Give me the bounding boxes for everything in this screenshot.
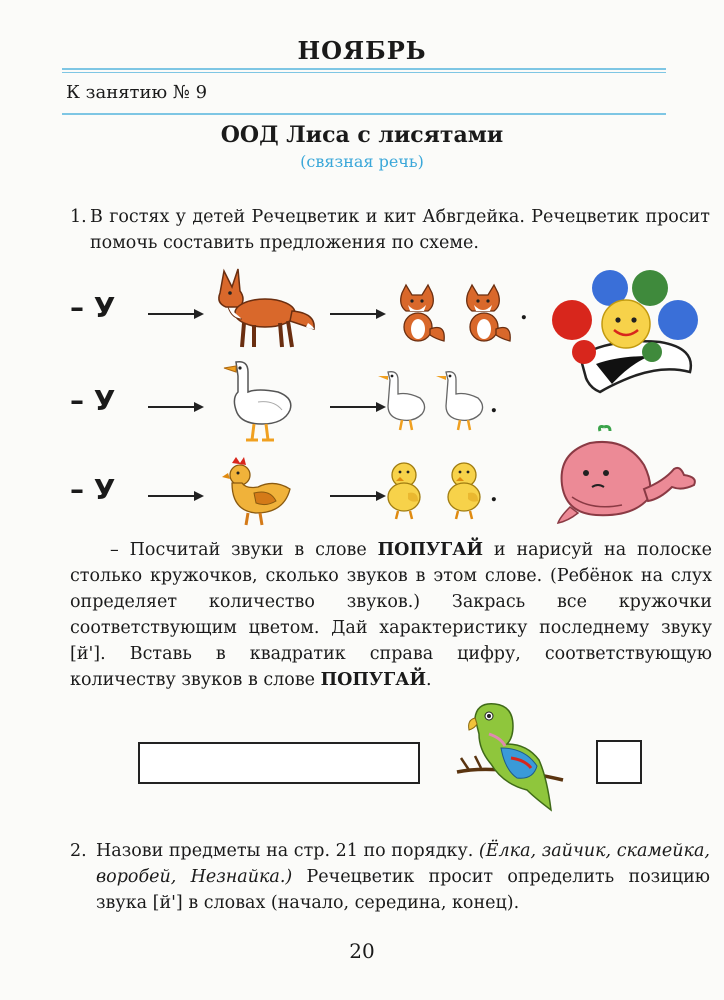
scheme-row-fox — [70, 275, 570, 355]
fox-cub-icon — [454, 283, 516, 345]
arrow-icon — [148, 489, 204, 503]
whale-abvgdeika-icon — [552, 425, 702, 525]
task-1-number: 1. — [70, 207, 87, 227]
scheme-prefix: – У — [70, 291, 116, 324]
sentence-end: . — [490, 481, 498, 507]
lesson-rule — [62, 113, 666, 115]
task-1-text: В гостях у детей Речецветик и кит Абвгдейка. Речецветик просит помочь составить предложения по схеме. — [90, 207, 710, 253]
task-2 — [70, 838, 710, 916]
scheme-prefix: – У — [70, 473, 116, 506]
fox-icon — [210, 263, 320, 351]
chick-icon — [438, 459, 492, 521]
sound-circles-strip[interactable] — [138, 742, 420, 784]
arrow-icon — [148, 400, 204, 414]
page-number: 20 — [349, 939, 375, 963]
scheme-row-hen — [70, 467, 570, 547]
hen-icon — [218, 455, 296, 529]
goose-icon — [218, 358, 298, 446]
sound-count-text-2: и нарисуй на полоске столько кружочков, сколько звуков в этом слове. (Ребёнок на слух определяет количество звуков.) Закрась все кружочки соответствующим цветом. Дай характеристику последнему звуку [й']. Вставь в квадратик справа цифру, соответствующую количеству звуков в слове — [70, 540, 712, 690]
task-2-items: (Ёлка, зайчик, скамейка, воробей, Незнайка.) — [96, 841, 710, 887]
rechetsvetik-flower-icon — [550, 268, 700, 398]
task-2-number: 2. — [70, 841, 87, 861]
sentence-end: . — [490, 392, 498, 418]
gosling-icon — [376, 368, 430, 432]
scheme-prefix: – У — [70, 384, 116, 417]
task-1-sound-count — [70, 537, 712, 693]
header-rule — [62, 68, 666, 70]
arrow-icon — [330, 307, 386, 321]
lesson-label: К занятию № 9 — [66, 82, 208, 103]
activity-title: ООД Лиса с лисятами — [220, 122, 504, 148]
header-rule-thin — [62, 72, 666, 73]
month-heading: НОЯБРЬ — [297, 36, 427, 65]
sound-count-text-1: – Посчитай звуки в слове — [110, 540, 378, 560]
sound-count-text-3: . — [425, 670, 432, 690]
activity-subtitle: (связная речь) — [300, 152, 424, 171]
fox-cub-icon — [388, 283, 450, 345]
arrow-icon — [148, 307, 204, 321]
task-2-text — [96, 838, 710, 916]
word-popugay-2: ПОПУГАЙ — [320, 670, 426, 690]
scheme-row-goose — [70, 372, 570, 452]
task-2-text-1: Назови предметы на стр. 21 по порядку. — [96, 841, 479, 861]
word-popugay: ПОПУГАЙ — [377, 540, 483, 560]
parrot-icon — [455, 698, 567, 818]
chick-icon — [378, 459, 432, 521]
task-1 — [70, 204, 710, 256]
answer-number-box[interactable] — [596, 740, 642, 784]
sentence-end: . — [520, 299, 528, 325]
task-2-text-2: Речецветик просит определить позицию звука [й'] в словах (начало, середина, конец). — [96, 867, 711, 913]
gosling-icon — [434, 368, 488, 432]
